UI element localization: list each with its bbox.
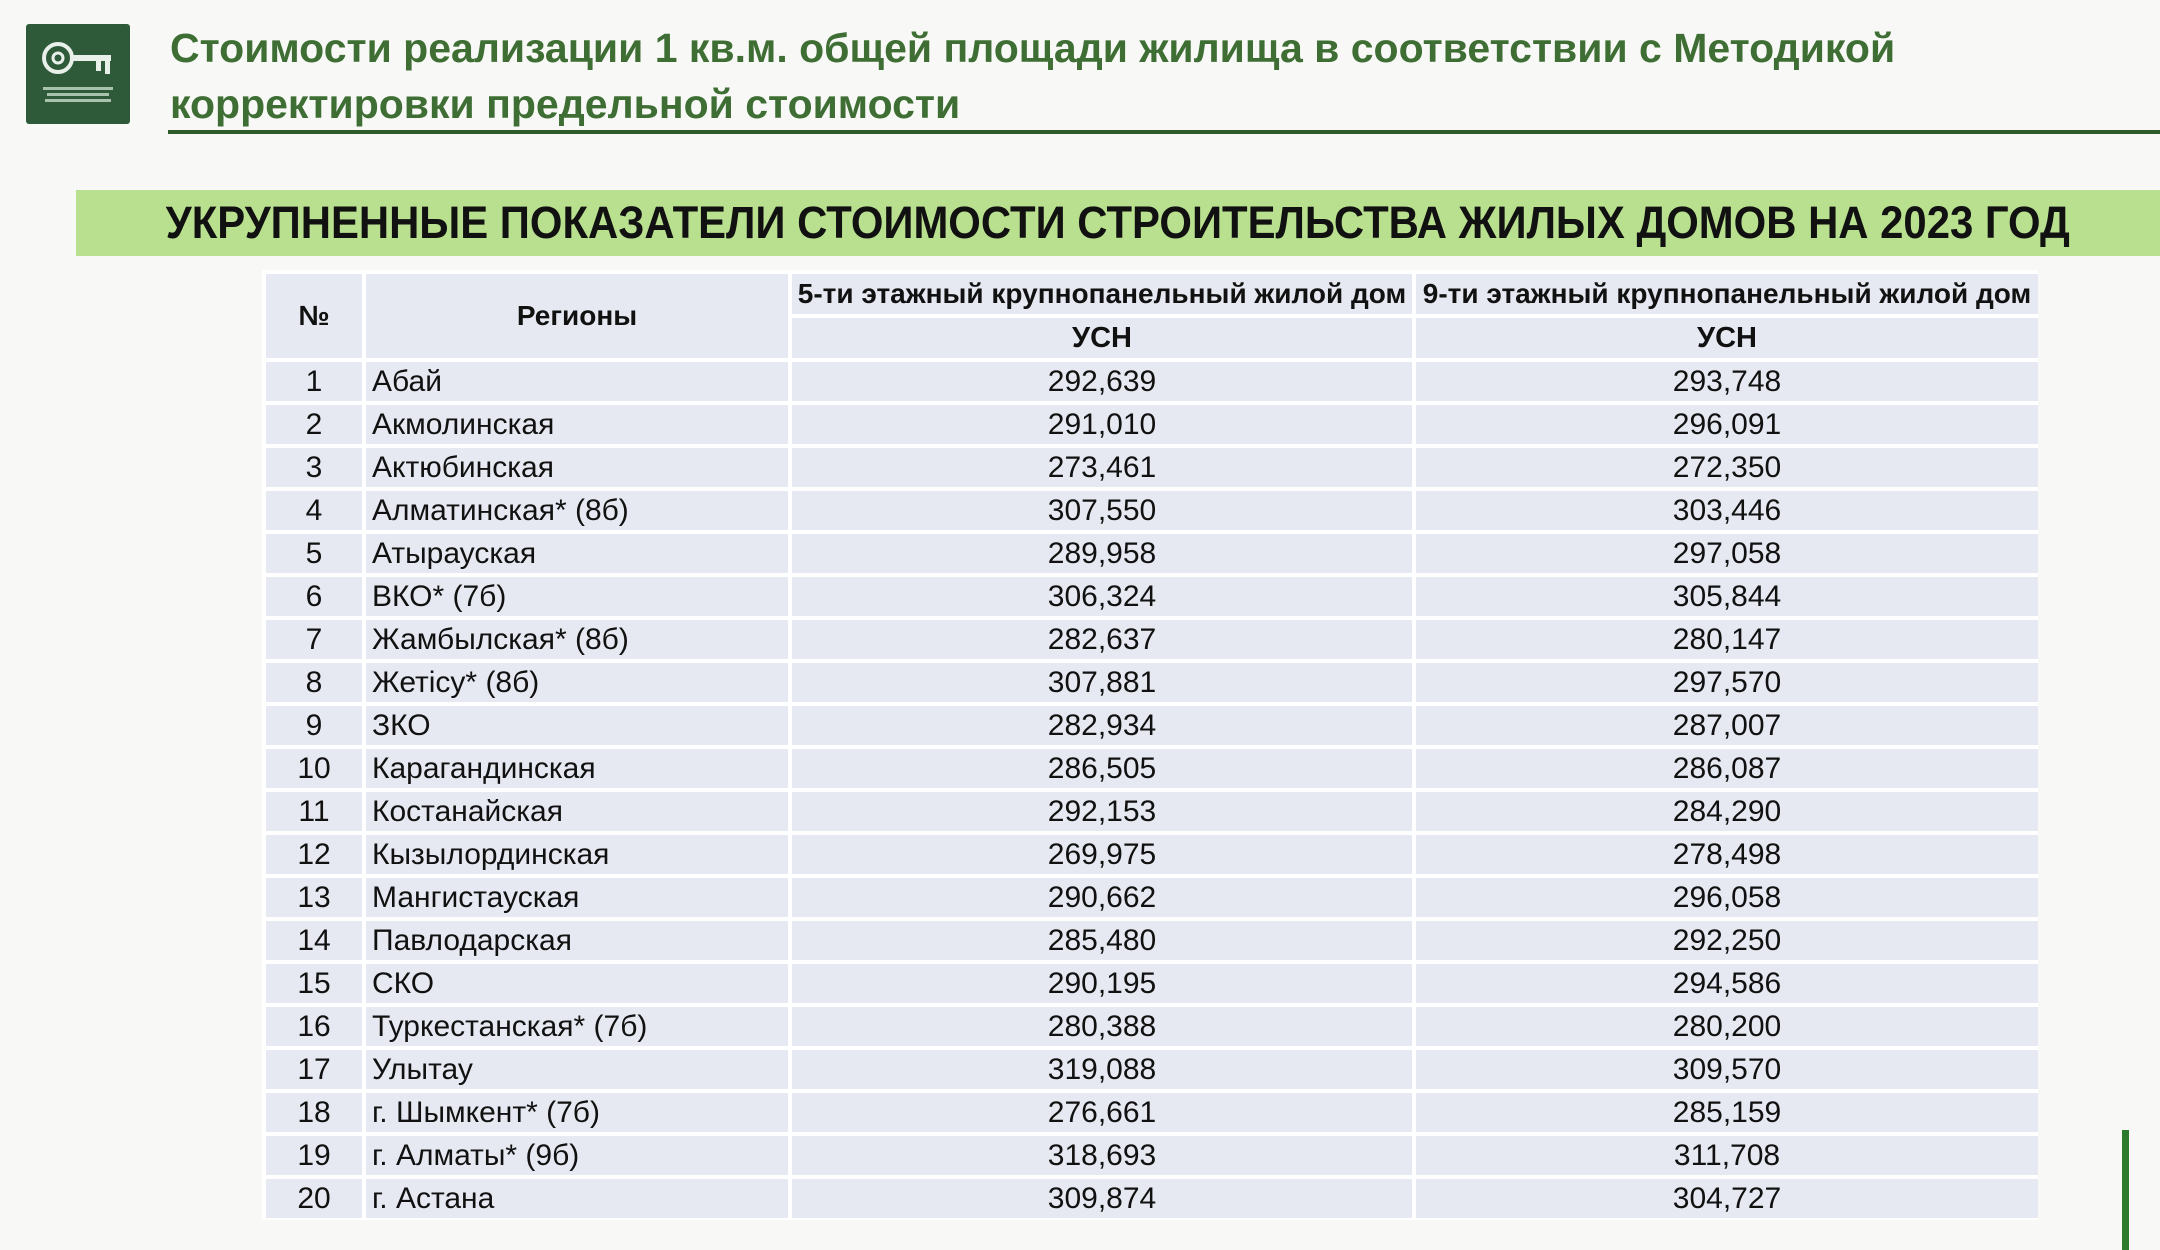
row-num: 10 [266, 749, 362, 788]
row-region: Павлодарская [366, 921, 788, 960]
key-icon [38, 38, 118, 78]
row-usn-9: 311,708 [1416, 1136, 2038, 1175]
page-title: Стоимости реализации 1 кв.м. общей площади жилища в соответствии с Методикой корректировки предельной стоимости [170, 25, 1896, 127]
table-row [266, 1050, 2038, 1089]
row-usn-5: 276,661 [792, 1093, 1412, 1132]
row-num: 17 [266, 1050, 362, 1089]
table-row [266, 749, 2038, 788]
header-region: Регионы [366, 274, 788, 358]
logo-wordmark [42, 84, 114, 105]
banner-text: УКРУПНЕННЫЕ ПОКАЗАТЕЛИ СТОИМОСТИ СТРОИТЕЛЬСТВА ЖИЛЫХ ДОМОВ НА 2023 ГОД [165, 197, 2071, 248]
row-region: г. Алматы* (9б) [366, 1136, 788, 1175]
row-region: Алматинская* (8б) [366, 491, 788, 530]
row-region: Жетісу* (8б) [366, 663, 788, 702]
row-usn-9: 297,058 [1416, 534, 2038, 573]
row-usn-5: 309,874 [792, 1179, 1412, 1218]
row-region: СКО [366, 964, 788, 1003]
row-num: 13 [266, 878, 362, 917]
header-usn-5: УСН [792, 318, 1412, 358]
row-usn-9: 284,290 [1416, 792, 2038, 831]
table-row [266, 663, 2038, 702]
row-num: 6 [266, 577, 362, 616]
table-row [266, 706, 2038, 745]
row-usn-9: 292,250 [1416, 921, 2038, 960]
row-region: Карагандинская [366, 749, 788, 788]
logo [26, 24, 130, 124]
header-usn-9: УСН [1416, 318, 2038, 358]
table-row [266, 878, 2038, 917]
row-num: 16 [266, 1007, 362, 1046]
row-usn-5: 280,388 [792, 1007, 1412, 1046]
row-usn-9: 272,350 [1416, 448, 2038, 487]
header-house-5: 5-ти этажный крупнопанельный жилой дом [792, 274, 1412, 314]
row-usn-5: 269,975 [792, 835, 1412, 874]
row-num: 4 [266, 491, 362, 530]
table-row [266, 577, 2038, 616]
section-banner [76, 190, 2160, 256]
row-num: 2 [266, 405, 362, 444]
row-num: 8 [266, 663, 362, 702]
row-usn-9: 294,586 [1416, 964, 2038, 1003]
row-num: 7 [266, 620, 362, 659]
row-num: 1 [266, 362, 362, 401]
row-usn-9: 304,727 [1416, 1179, 2038, 1218]
row-usn-9: 296,058 [1416, 878, 2038, 917]
cost-table-container [262, 270, 2038, 1220]
row-usn-9: 286,087 [1416, 749, 2038, 788]
row-region: ЗКО [366, 706, 788, 745]
row-num: 5 [266, 534, 362, 573]
header-num: № [266, 274, 362, 358]
row-usn-9: 293,748 [1416, 362, 2038, 401]
row-region: г. Астана [366, 1179, 788, 1218]
row-region: Жамбылская* (8б) [366, 620, 788, 659]
table-row [266, 362, 2038, 401]
row-usn-9: 297,570 [1416, 663, 2038, 702]
table-row [266, 1136, 2038, 1175]
table-row [266, 921, 2038, 960]
row-region: Акмолинская [366, 405, 788, 444]
row-usn-5: 292,153 [792, 792, 1412, 831]
table-row [266, 448, 2038, 487]
row-region: Атырауская [366, 534, 788, 573]
table-row [266, 405, 2038, 444]
table-row [266, 835, 2038, 874]
row-region: Актюбинская [366, 448, 788, 487]
row-region: ВКО* (7б) [366, 577, 788, 616]
row-num: 20 [266, 1179, 362, 1218]
row-usn-5: 307,881 [792, 663, 1412, 702]
row-num: 9 [266, 706, 362, 745]
row-num: 12 [266, 835, 362, 874]
row-num: 18 [266, 1093, 362, 1132]
table-row [266, 792, 2038, 831]
table-row [266, 1007, 2038, 1046]
row-usn-5: 286,505 [792, 749, 1412, 788]
row-usn-5: 307,550 [792, 491, 1412, 530]
table-row [266, 1093, 2038, 1132]
row-region: Абай [366, 362, 788, 401]
row-usn-9: 309,570 [1416, 1050, 2038, 1089]
row-usn-9: 305,844 [1416, 577, 2038, 616]
row-usn-5: 290,195 [792, 964, 1412, 1003]
row-usn-9: 280,200 [1416, 1007, 2038, 1046]
row-usn-5: 291,010 [792, 405, 1412, 444]
row-region: Туркестанская* (7б) [366, 1007, 788, 1046]
header-house-9: 9-ти этажный крупнопанельный жилой дом [1416, 274, 2038, 314]
row-usn-5: 273,461 [792, 448, 1412, 487]
cost-table [262, 270, 2042, 1222]
row-region: Улытау [366, 1050, 788, 1089]
row-usn-9: 280,147 [1416, 620, 2038, 659]
row-region: Мангистауская [366, 878, 788, 917]
row-usn-9: 303,446 [1416, 491, 2038, 530]
row-usn-5: 319,088 [792, 1050, 1412, 1089]
row-region: Кызылординская [366, 835, 788, 874]
row-usn-9: 278,498 [1416, 835, 2038, 874]
row-num: 14 [266, 921, 362, 960]
row-num: 3 [266, 448, 362, 487]
row-usn-5: 290,662 [792, 878, 1412, 917]
row-num: 19 [266, 1136, 362, 1175]
row-num: 15 [266, 964, 362, 1003]
decorative-bar [2122, 1130, 2129, 1250]
row-usn-9: 287,007 [1416, 706, 2038, 745]
table-row [266, 964, 2038, 1003]
row-usn-5: 306,324 [792, 577, 1412, 616]
table-row [266, 534, 2038, 573]
row-usn-5: 289,958 [792, 534, 1412, 573]
table-row [266, 620, 2038, 659]
header-divider [168, 130, 2160, 134]
row-usn-5: 318,693 [792, 1136, 1412, 1175]
row-usn-5: 282,934 [792, 706, 1412, 745]
row-region: Костанайская [366, 792, 788, 831]
row-usn-5: 285,480 [792, 921, 1412, 960]
row-usn-5: 282,637 [792, 620, 1412, 659]
row-usn-9: 285,159 [1416, 1093, 2038, 1132]
row-usn-5: 292,639 [792, 362, 1412, 401]
row-region: г. Шымкент* (7б) [366, 1093, 788, 1132]
table-row [266, 1179, 2038, 1218]
row-usn-9: 296,091 [1416, 405, 2038, 444]
row-num: 11 [266, 792, 362, 831]
table-row [266, 491, 2038, 530]
